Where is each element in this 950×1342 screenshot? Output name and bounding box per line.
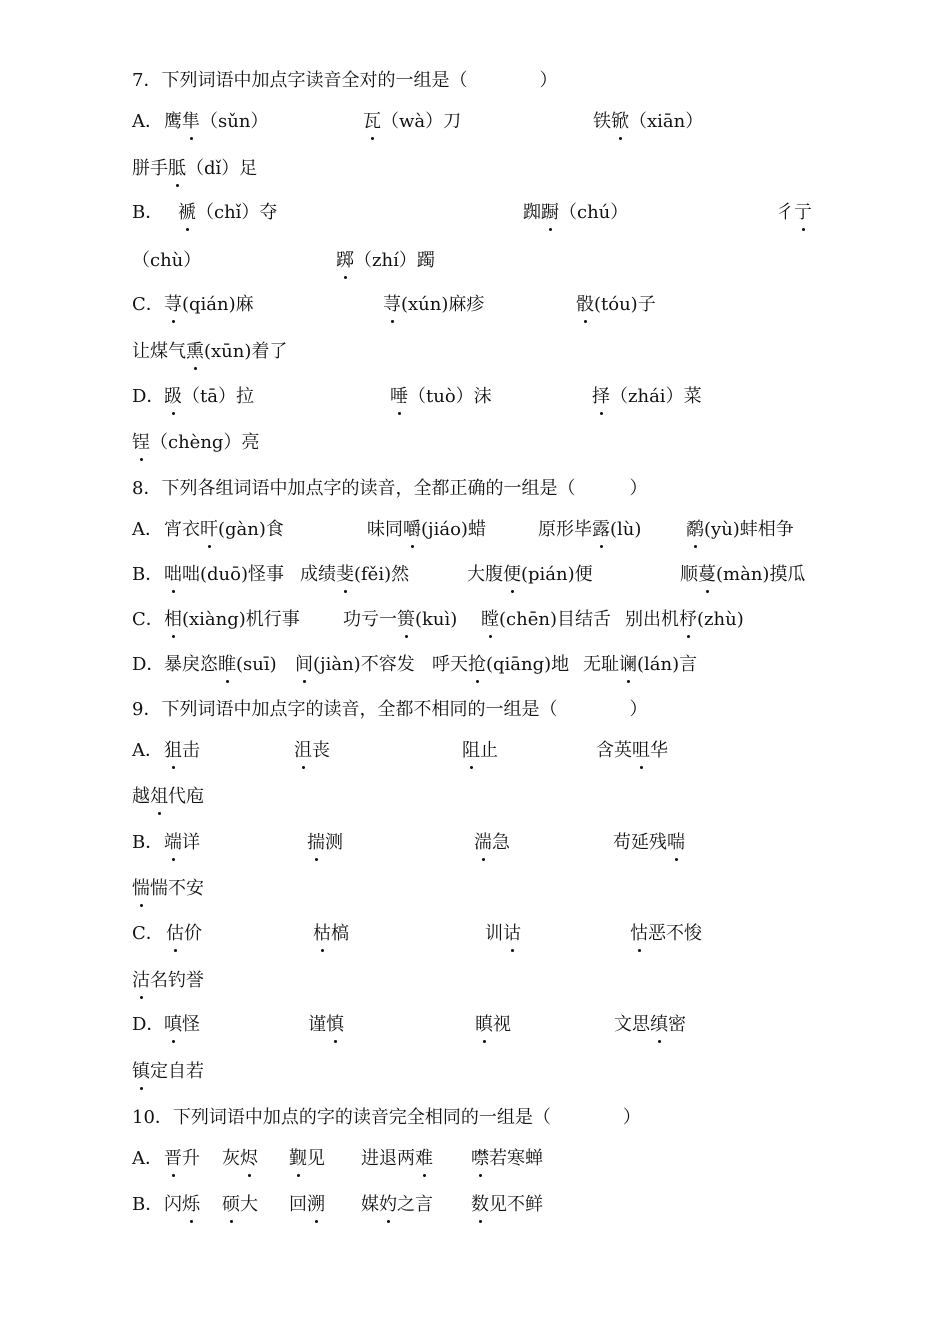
option-item — [485, 919, 521, 949]
option-item — [164, 1010, 200, 1040]
dotted-character: 露 — [592, 515, 610, 545]
option-item — [432, 650, 569, 680]
option-item — [178, 198, 277, 228]
option-item — [164, 650, 277, 680]
text-fragment: 急 — [492, 832, 510, 853]
text-fragment: (lán)言 — [637, 654, 698, 675]
text-fragment: （sǔn） — [200, 111, 269, 132]
option-item — [164, 828, 200, 858]
text-fragment: 升 — [182, 1148, 200, 1169]
text-fragment: 击 — [182, 740, 200, 761]
text-fragment: （zhí）躅 — [354, 250, 435, 271]
dotted-character: 咀 — [632, 736, 650, 766]
option-item — [164, 560, 284, 590]
text-fragment: 10．下列词语中加点的字的读音完全相同的一组是（ ） — [132, 1107, 641, 1128]
dotted-character: 俎 — [150, 782, 168, 812]
option-item — [132, 154, 257, 184]
dotted-character: 择 — [592, 382, 610, 412]
text-fragment: (xún)麻疹 — [401, 294, 485, 315]
question-9-option-c — [0, 919, 950, 949]
text-fragment: 大 — [240, 1194, 258, 1215]
dotted-character: 趿 — [164, 382, 182, 412]
dotted-character: 旰 — [200, 515, 218, 545]
option-label: D． — [132, 386, 165, 407]
text-fragment: (xiàng)机行事 — [182, 609, 300, 630]
dotted-character: 亍 — [794, 198, 812, 228]
option-item — [132, 966, 204, 996]
dotted-character: 鹬 — [686, 515, 704, 545]
dotted-character: 唾 — [390, 382, 408, 412]
text-fragment: 暴戾恣 — [164, 654, 218, 675]
text-fragment: 含英 — [596, 740, 632, 761]
question-7-option-b-cont — [0, 246, 950, 276]
text-fragment: (qiāng)地 — [486, 654, 570, 675]
question-9-option-b-cont — [0, 874, 950, 904]
option-label: D． — [132, 654, 165, 675]
text-fragment: 别出机 — [625, 609, 679, 630]
text-fragment: (suī) — [236, 654, 277, 675]
option-item — [776, 198, 812, 228]
text-fragment: （xiān） — [629, 111, 704, 132]
text-fragment: （zhái）菜 — [610, 386, 702, 407]
option-label: A． — [132, 740, 163, 761]
dotted-character: 便 — [503, 560, 521, 590]
option-item — [596, 736, 668, 766]
dotted-character: 谰 — [619, 650, 637, 680]
text-fragment: (chēn)目结舌 — [499, 609, 611, 630]
option-item — [467, 560, 593, 590]
option-label: C． — [132, 294, 164, 315]
option-label: A． — [132, 1148, 163, 1169]
option-item — [481, 605, 611, 635]
text-fragment: （tuò）沫 — [408, 386, 492, 407]
option-item — [474, 828, 510, 858]
text-fragment: 怪 — [182, 1014, 200, 1035]
dotted-character: 烁 — [182, 1190, 200, 1220]
question-8-option-c — [0, 605, 950, 635]
text-fragment: 灰 — [222, 1148, 240, 1169]
option-item — [164, 107, 268, 137]
option-item — [313, 919, 349, 949]
text-fragment: （chèng）亮 — [150, 432, 260, 453]
option-item — [576, 290, 656, 320]
dotted-character: 妁 — [379, 1190, 397, 1220]
option-item — [132, 1057, 204, 1087]
text-fragment: (jiàn)不容发 — [313, 654, 415, 675]
text-fragment: 惴不安 — [150, 878, 204, 899]
question-8-stem — [0, 474, 950, 504]
option-label: A． — [132, 519, 163, 540]
dotted-character: 溯 — [307, 1190, 325, 1220]
dotted-character: 隼 — [182, 107, 200, 137]
option-item — [361, 1144, 433, 1174]
option-item — [583, 650, 697, 680]
option-item — [295, 650, 415, 680]
option-label: B． — [132, 564, 164, 585]
text-fragment: 胼手 — [132, 158, 168, 179]
option-label: B． — [132, 1194, 164, 1215]
question-9-option-d-cont — [0, 1057, 950, 1087]
dotted-character: 瞠 — [481, 605, 499, 635]
text-fragment: 测 — [325, 832, 343, 853]
text-fragment: 止 — [480, 740, 498, 761]
text-fragment: (yù)蚌相争 — [704, 519, 794, 540]
dotted-character: 荨 — [164, 290, 182, 320]
dotted-character: 相 — [164, 605, 182, 635]
option-item — [593, 107, 703, 137]
text-fragment: 9．下列词语中加点字的读音，全都不相同的一组是（ ） — [132, 699, 648, 720]
option-item — [592, 382, 702, 412]
option-item — [613, 828, 685, 858]
question-9-stem — [0, 695, 950, 725]
option-item — [538, 515, 641, 545]
text-fragment: (kuì) — [415, 609, 458, 630]
option-item — [462, 736, 498, 766]
text-fragment: 代庖 — [168, 786, 204, 807]
text-fragment: 进退两 — [361, 1148, 415, 1169]
option-item — [164, 290, 254, 320]
text-fragment: （wà）刀 — [381, 111, 462, 132]
question-9-option-d — [0, 1010, 950, 1040]
text-fragment: 咄(duō)怪事 — [182, 564, 284, 585]
text-fragment: 训 — [485, 923, 503, 944]
option-label: C． — [132, 609, 164, 630]
text-fragment: (màn)摸瓜 — [716, 564, 806, 585]
text-fragment: 彳 — [776, 202, 794, 223]
dotted-character: 嗔 — [164, 1010, 182, 1040]
dotted-character: 觐 — [289, 1144, 307, 1174]
dotted-character: 枯 — [313, 919, 331, 949]
text-fragment: 见 — [307, 1148, 325, 1169]
dotted-character: 揣 — [307, 828, 325, 858]
question-8-option-a — [0, 515, 950, 545]
text-fragment: 恶不悛 — [648, 923, 702, 944]
question-9-option-c-cont — [0, 966, 950, 996]
dotted-character: 烬 — [240, 1144, 258, 1174]
dotted-character: 锃 — [132, 428, 150, 458]
text-fragment: 宵衣 — [164, 519, 200, 540]
text-fragment: 槁 — [331, 923, 349, 944]
dotted-character: 数 — [471, 1190, 489, 1220]
dotted-character: 胝 — [168, 154, 186, 184]
text-fragment: 呼天 — [432, 654, 468, 675]
option-item — [614, 1010, 686, 1040]
dotted-character: 褫 — [178, 198, 196, 228]
option-item — [132, 337, 287, 367]
question-10-option-b — [0, 1190, 950, 1220]
option-label: A． — [132, 111, 163, 132]
text-fragment: 大腹 — [467, 564, 503, 585]
option-item — [294, 736, 330, 766]
option-item — [630, 919, 702, 949]
question-7-option-c-cont — [0, 337, 950, 367]
option-item — [289, 1144, 325, 1174]
text-fragment: 之言 — [397, 1194, 433, 1215]
text-fragment: (qián)麻 — [182, 294, 254, 315]
option-item — [475, 1010, 511, 1040]
text-fragment: (fěi)然 — [354, 564, 410, 585]
text-fragment: 谨 — [308, 1014, 326, 1035]
dotted-character: 锨 — [611, 107, 629, 137]
dotted-character: 蔓 — [698, 560, 716, 590]
option-item — [164, 1190, 200, 1220]
dotted-character: 间 — [295, 650, 313, 680]
text-fragment: 8．下列各组词语中加点字的读音，全都正确的一组是（ ） — [132, 478, 648, 499]
dotted-character: 沮 — [294, 736, 312, 766]
option-item — [390, 382, 492, 412]
question-10-option-a — [0, 1144, 950, 1174]
dotted-character: 荨 — [383, 290, 401, 320]
text-fragment: 功亏一 — [343, 609, 397, 630]
text-fragment: 越 — [132, 786, 150, 807]
dotted-character: 瞋 — [475, 1010, 493, 1040]
dotted-character: 斐 — [336, 560, 354, 590]
dotted-character: 湍 — [474, 828, 492, 858]
option-item — [383, 290, 484, 320]
option-item — [686, 515, 794, 545]
dotted-character: 怙 — [630, 919, 648, 949]
option-item — [307, 828, 343, 858]
option-item — [361, 1190, 433, 1220]
text-fragment: (jiáo)蜡 — [421, 519, 486, 540]
text-fragment: 媒 — [361, 1194, 379, 1215]
text-fragment: 见不鲜 — [489, 1194, 543, 1215]
text-fragment: 回 — [289, 1194, 307, 1215]
text-fragment: （chǐ）夺 — [196, 202, 278, 223]
question-7-option-d — [0, 382, 950, 412]
option-item — [164, 605, 300, 635]
text-fragment: 原形毕 — [538, 519, 592, 540]
dotted-character: 沽 — [132, 966, 150, 996]
dotted-character: 嚼 — [403, 515, 421, 545]
dotted-character: 熏 — [186, 337, 204, 367]
text-fragment: 踟 — [523, 202, 541, 223]
dotted-character: 抢 — [468, 650, 486, 680]
dotted-character: 惴 — [132, 874, 150, 904]
dotted-character: 诂 — [503, 919, 521, 949]
option-item — [222, 1144, 258, 1174]
text-fragment: (gàn)食 — [218, 519, 284, 540]
text-fragment: 味同 — [367, 519, 403, 540]
text-fragment: (zhù) — [697, 609, 744, 630]
dotted-character: 硕 — [222, 1190, 240, 1220]
text-fragment: 顺 — [680, 564, 698, 585]
dotted-character: 骰 — [576, 290, 594, 320]
text-fragment: 详 — [182, 832, 200, 853]
question-7-option-d-cont — [0, 428, 950, 458]
option-item — [336, 246, 435, 276]
option-label: D． — [132, 1014, 165, 1035]
dotted-character: 阻 — [462, 736, 480, 766]
question-10-stem — [0, 1103, 950, 1133]
option-label: B． — [132, 832, 164, 853]
option-item — [343, 605, 457, 635]
text-fragment: 文思 — [614, 1014, 650, 1035]
option-item-cont: （chù） — [132, 250, 202, 271]
option-item — [164, 1144, 200, 1174]
text-fragment: (tóu)子 — [594, 294, 656, 315]
option-item — [680, 560, 805, 590]
option-item — [625, 605, 744, 635]
dotted-character: 蹰 — [541, 198, 559, 228]
dotted-character: 狙 — [164, 736, 182, 766]
option-item — [164, 382, 254, 412]
dotted-character: 咄 — [164, 560, 182, 590]
dotted-character: 瓦 — [363, 107, 381, 137]
option-item — [164, 515, 284, 545]
text-fragment: 定自若 — [150, 1061, 204, 1082]
text-fragment: 成绩 — [300, 564, 336, 585]
question-7-stem — [0, 66, 950, 96]
option-item — [132, 874, 204, 904]
text-fragment: 7．下列词语中加点字读音全对的一组是（ ） — [132, 70, 558, 91]
dotted-character: 噤 — [471, 1144, 489, 1174]
question-9-option-b — [0, 828, 950, 858]
dotted-character: 慎 — [326, 1010, 344, 1040]
question-9-option-a — [0, 736, 950, 766]
dotted-character: 端 — [164, 828, 182, 858]
option-item — [308, 1010, 344, 1040]
text-fragment: 铁 — [593, 111, 611, 132]
option-item — [164, 736, 200, 766]
dotted-character: 踯 — [336, 246, 354, 276]
dotted-character: 喘 — [667, 828, 685, 858]
option-item — [222, 1190, 258, 1220]
text-fragment: 鹰 — [164, 111, 182, 132]
option-item — [471, 1144, 543, 1174]
text-fragment: (lù) — [610, 519, 642, 540]
text-fragment: (xūn)着了 — [204, 341, 288, 362]
option-item — [471, 1190, 543, 1220]
text-fragment: （dǐ）足 — [186, 158, 258, 179]
question-7-option-b — [0, 198, 950, 228]
text-fragment: 价 — [184, 923, 202, 944]
question-9-option-a-cont — [0, 782, 950, 812]
option-item — [132, 782, 204, 812]
text-fragment: 无耻 — [583, 654, 619, 675]
text-fragment: 若寒蝉 — [489, 1148, 543, 1169]
option-item — [300, 560, 409, 590]
dotted-character: 镇 — [132, 1057, 150, 1087]
option-label: C． — [132, 923, 164, 944]
text-fragment: 让煤气 — [132, 341, 186, 362]
text-fragment: 密 — [668, 1014, 686, 1035]
dotted-character: 篑 — [397, 605, 415, 635]
question-8-option-b — [0, 560, 950, 590]
text-fragment: （tā）拉 — [182, 386, 254, 407]
dotted-character: 难 — [415, 1144, 433, 1174]
question-7-option-a-cont — [0, 154, 950, 184]
option-label: B． — [132, 202, 164, 223]
dotted-character: 估 — [166, 919, 184, 949]
dotted-character: 晋 — [164, 1144, 182, 1174]
option-item — [166, 919, 202, 949]
dotted-character: 缜 — [650, 1010, 668, 1040]
option-item — [523, 198, 628, 228]
text-fragment: 苟延残 — [613, 832, 667, 853]
option-item — [363, 107, 461, 137]
text-fragment: 丧 — [312, 740, 330, 761]
question-7-option-a — [0, 107, 950, 137]
question-8-option-d — [0, 650, 950, 680]
text-fragment: 名钓誉 — [150, 970, 204, 991]
option-item — [367, 515, 486, 545]
dotted-character: 睢 — [218, 650, 236, 680]
option-item — [132, 428, 259, 458]
option-item — [289, 1190, 325, 1220]
text-fragment: 华 — [650, 740, 668, 761]
text-fragment: 闪 — [164, 1194, 182, 1215]
text-fragment: (pián)便 — [521, 564, 593, 585]
text-fragment: 视 — [493, 1014, 511, 1035]
question-7-option-c — [0, 290, 950, 320]
text-fragment: （chú） — [559, 202, 629, 223]
dotted-character: 杼 — [679, 605, 697, 635]
